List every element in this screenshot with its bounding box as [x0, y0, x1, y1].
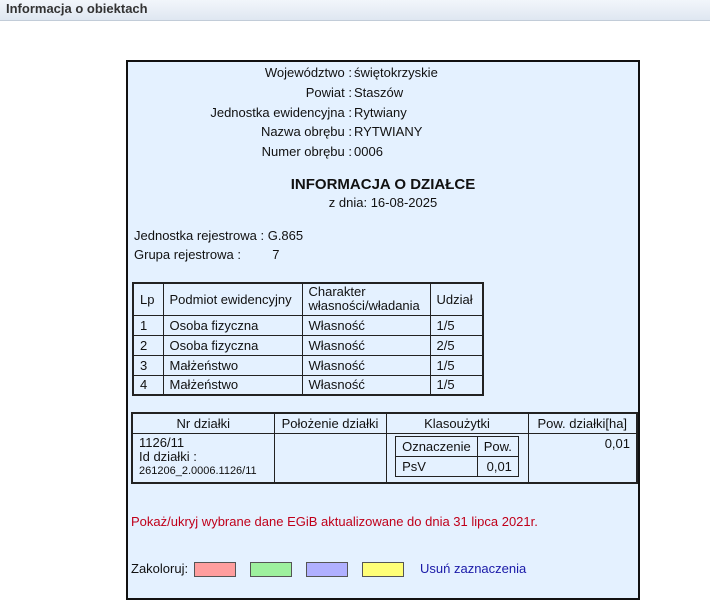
klasouzytki-table — [395, 436, 519, 477]
owner-character: Własność — [302, 335, 430, 355]
owner-share: 2/5 — [430, 335, 483, 355]
table-row — [132, 433, 637, 483]
registry-unit-line — [134, 228, 303, 243]
owners-col-lp: Lp — [133, 283, 163, 315]
table-row — [133, 315, 483, 335]
owner-subject: Osoba fizyczna — [163, 315, 302, 335]
color-swatch-yellow[interactable] — [362, 562, 404, 577]
registry-group-line — [134, 247, 279, 262]
color-swatch-red[interactable] — [194, 562, 236, 577]
registry-group-value: 7 — [272, 247, 280, 262]
owner-lp: 2 — [133, 335, 163, 355]
owner-share: 1/5 — [430, 375, 483, 395]
parcel-info-document — [126, 60, 640, 600]
owner-lp: 4 — [133, 375, 163, 395]
parcel-id-label: Id działki : — [139, 448, 197, 464]
owner-character: Własność — [302, 355, 430, 375]
parcels-header-row — [132, 413, 637, 433]
document-title: INFORMACJA O DZIAŁCE — [290, 176, 476, 193]
precinct-number-label: Numer obrębu : — [261, 144, 352, 159]
klasouzytki-col-symbol: Oznaczenie — [396, 436, 478, 456]
owners-col-share: Udział — [430, 283, 483, 315]
precinct-name-value: RYTWIANY — [354, 124, 423, 139]
parcel-number: 1126/11 — [139, 434, 185, 450]
owner-character: Własność — [302, 315, 430, 335]
registry-unit-value: Rytwiany — [354, 105, 407, 120]
color-swatch-green[interactable] — [250, 562, 292, 577]
owner-subject: Małżeństwo — [163, 355, 302, 375]
registry-unit-line-label: Jednostka rejestrowa : — [134, 228, 265, 243]
content-area — [0, 22, 710, 576]
parcel-area: 0,01 — [528, 433, 637, 483]
owners-col-character: Charakter własności/władania — [302, 283, 430, 315]
registry-unit-label: Jednostka ewidencyjna : — [210, 105, 352, 120]
owner-share: 1/5 — [430, 355, 483, 375]
table-row — [133, 375, 483, 395]
precinct-name-label: Nazwa obrębu : — [260, 124, 352, 139]
parcel-klasouzytki-cell — [386, 433, 528, 483]
parcels-col-nr: Nr działki — [132, 413, 274, 433]
owners-header-row — [133, 283, 483, 315]
registry-unit-line-value: G.865 — [267, 228, 304, 243]
parcels-col-location: Położenie działki — [274, 413, 386, 433]
owner-subject: Osoba fizyczna — [163, 335, 302, 355]
window-title: Informacja o obiektach — [6, 1, 148, 16]
parcels-col-klasouzytki: Klasoużytki — [386, 413, 528, 433]
parcel-id-value: 261206_2.0006.1126/11 — [139, 464, 257, 477]
parcels-col-area: Pow. działki[ha] — [528, 413, 637, 433]
owner-lp: 1 — [133, 315, 163, 335]
klasouzytki-area: 0,01 — [477, 456, 518, 476]
registry-unit-row — [128, 105, 638, 123]
county-label: Powiat : — [305, 85, 352, 100]
precinct-number-row — [128, 144, 638, 162]
document-date: z dnia: 16-08-2025 — [328, 195, 438, 210]
precinct-number-value: 0006 — [354, 144, 383, 159]
clear-selection-link[interactable]: Usuń zaznaczenia — [420, 561, 527, 576]
table-row — [133, 355, 483, 375]
klasouzytki-symbol: PsV — [396, 456, 478, 476]
county-row — [128, 85, 638, 103]
owner-lp: 3 — [133, 355, 163, 375]
klasouzytki-row — [396, 456, 519, 476]
table-row — [133, 335, 483, 355]
parcels-table — [131, 412, 638, 484]
window-titlebar — [0, 0, 710, 21]
county-value: Staszów — [354, 85, 404, 100]
klasouzytki-col-area: Pow. — [477, 436, 518, 456]
klasouzytki-header-row — [396, 436, 519, 456]
voivodeship-row — [128, 65, 638, 83]
parcel-location-cell — [274, 433, 386, 483]
voivodeship-label: Województwo : — [264, 65, 352, 80]
color-swatch-blue[interactable] — [306, 562, 348, 577]
owner-subject: Małżeństwo — [163, 375, 302, 395]
voivodeship-value: świętokrzyskie — [354, 65, 438, 80]
egib-toggle-link[interactable]: Pokaż/ukryj wybrane dane EGiB aktualizowane do dnia 31 lipca 2021r. — [131, 514, 538, 529]
registry-group-label: Grupa rejestrowa : — [134, 247, 241, 262]
owner-share: 1/5 — [430, 315, 483, 335]
owners-col-subject: Podmiot ewidencyjny — [163, 283, 302, 315]
parcel-number-cell — [132, 433, 274, 483]
precinct-name-row — [128, 124, 638, 142]
owner-character: Własność — [302, 375, 430, 395]
colorize-label: Zakoloruj: — [131, 561, 189, 576]
owners-table — [132, 282, 484, 396]
